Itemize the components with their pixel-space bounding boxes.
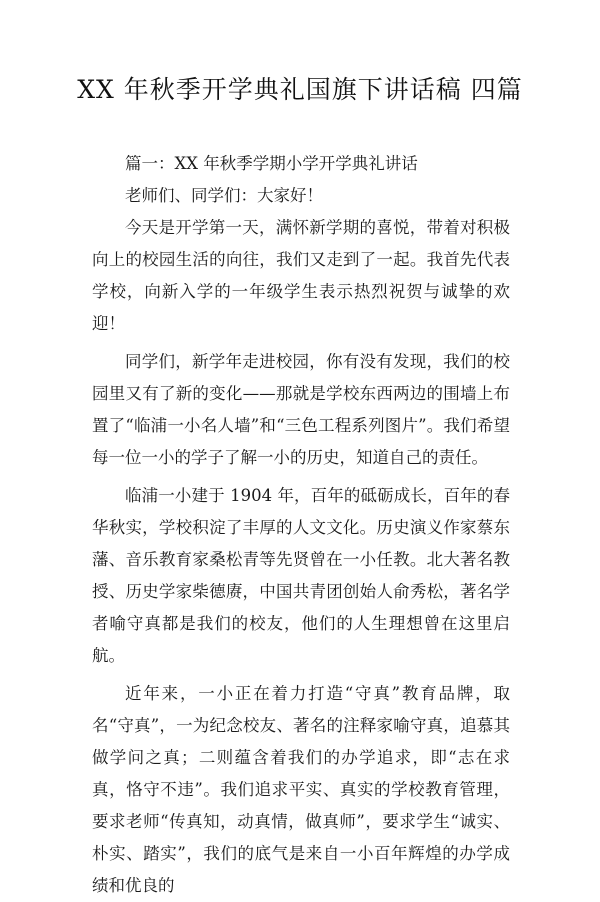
greeting-line: 老师们、同学们：大家好！ [125,186,323,205]
section-heading: 篇一：XX 年秋季学期小学开学典礼讲话 [125,154,418,173]
paragraph-2: 同学们，新学年走进校园，你有没有发现，我们的校园里又有了新的变化——那就是学校东西两边的围墙上布置了“临浦一小名人墙”和“三色工程系列图片”。我们希望每一位一小的学子了解一小的历史，知道自己的责任。 [92,352,510,467]
document-body [92,148,510,902]
paragraph-1: 今天是开学第一天，满怀新学期的喜悦，带着对积极向上的校园生活的向往，我们又走到了一起。我首先代表学校，向新入学的一年级学生表示热烈祝贺与诚挚的欢迎！ [92,218,510,333]
document-title: XX 年秋季开学典礼国旗下讲话稿 四篇 [77,75,523,104]
paragraph-3: 临浦一小建于 1904 年，百年的砥砺成长，百年的春华秋实，学校积淀了丰厚的人文文化。历史演义作家蔡东藩、音乐教育家桑松青等先贤曾在一小任教。北大著名教授、历史学家柴德赓，中国共青团创始人俞秀松，著名学者喻守真都是我们的校友，他们的人生理想曾在这里启航。 [92,486,510,665]
paragraph-4: 近年来，一小正在着力打造“守真”教育品牌，取名“守真”，一为纪念校友、著名的注释家喻守真，追慕其做学问之真；二则蕴含着我们的办学追求，即“志在求真，恪守不违”。我们追求平实、真实的学校教育管理，要求老师“传真知，动真情，做真师”，要求学生“诚实、朴实、踏实”，我们的底气是来自一小百年辉煌的办学成绩和优良的 [92,684,510,895]
